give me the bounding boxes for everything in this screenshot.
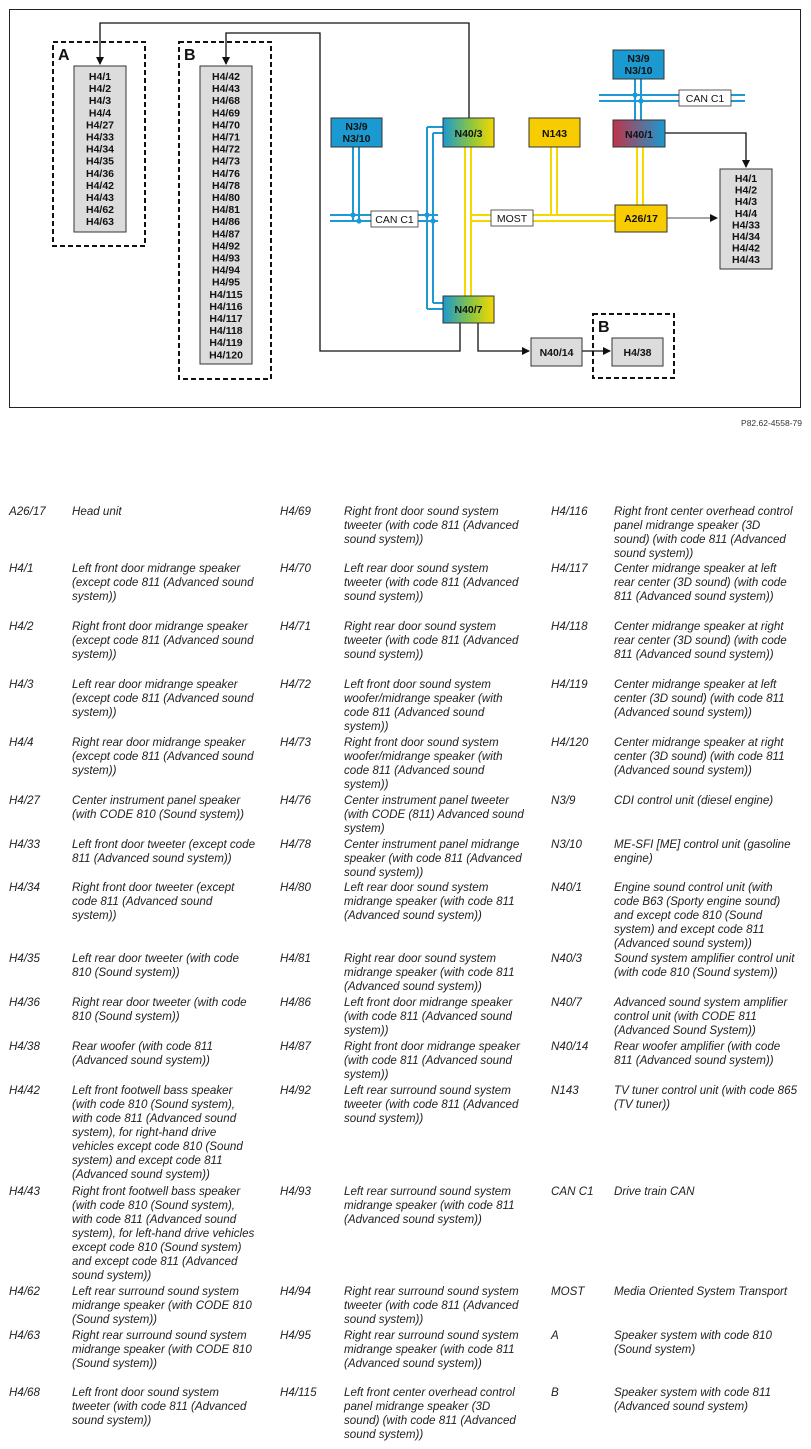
speaker-code: H4/3 bbox=[88, 95, 112, 108]
legend-code: H4/71 bbox=[280, 620, 311, 633]
speaker-code: H4/95 bbox=[211, 276, 241, 289]
legend-code: N143 bbox=[551, 1084, 579, 1097]
speaker-code: H4/35 bbox=[85, 155, 115, 168]
legend-code: H4/36 bbox=[9, 996, 40, 1009]
legend-code: A bbox=[551, 1329, 559, 1342]
legend-code: H4/81 bbox=[280, 952, 311, 965]
speaker-code: H4/93 bbox=[211, 252, 241, 265]
speaker-code: H4/34 bbox=[731, 231, 761, 243]
legend-code: H4/70 bbox=[280, 562, 311, 575]
legend-code: H4/92 bbox=[280, 1084, 311, 1097]
speaker-code: H4/87 bbox=[211, 228, 241, 241]
legend-code: H4/38 bbox=[9, 1040, 40, 1053]
legend-code: N3/9 bbox=[551, 794, 576, 807]
legend-code: CAN C1 bbox=[551, 1185, 594, 1198]
legend-code: H4/95 bbox=[280, 1329, 311, 1342]
legend-description: Left rear surround sound system midrange speaker (with code 811 (Advanced sound system)) bbox=[344, 1185, 515, 1226]
legend-description: Engine sound control unit (with code B63 (Sporty engine sound) and except code 810 (Sound system) and except code 811 (Advanced sound system)) bbox=[614, 881, 781, 950]
speaker-code: H4/4 bbox=[734, 207, 758, 220]
group-a-label: A bbox=[58, 47, 70, 64]
reference-number: P82.62-4558-79 bbox=[741, 418, 802, 428]
legend-description: Right front footwell bass speaker (with code 810 (Sound system), with code 811 (Advanced sound system), for left-hand drive vehicles except code 810 (Sound system) and except code 811 (Advanced sound system)) bbox=[72, 1185, 255, 1282]
legend-code: H4/87 bbox=[280, 1040, 311, 1053]
most-label: MOST bbox=[496, 213, 528, 225]
legend-code: H4/115 bbox=[280, 1386, 317, 1399]
legend-code: H4/27 bbox=[9, 794, 40, 807]
speaker-code: H4/42 bbox=[731, 242, 761, 255]
legend-code: H4/117 bbox=[551, 562, 588, 575]
legend-code: H4/33 bbox=[9, 838, 40, 851]
legend-description: Left front center overhead control panel midrange speaker (3D sound) (with code 811 (Advanced sound system)) bbox=[344, 1386, 516, 1441]
legend-description: Right front door sound system woofer/midrange speaker (with code 811 (Advanced sound system)) bbox=[344, 736, 503, 791]
n40-3-label: N40/3 bbox=[454, 128, 483, 140]
speaker-code: H4/120 bbox=[209, 349, 243, 362]
legend-code: H4/86 bbox=[280, 996, 311, 1009]
speaker-code: H4/80 bbox=[211, 192, 241, 204]
legend-description: CDI control unit (diesel engine) bbox=[614, 794, 774, 807]
speaker-code: H4/42 bbox=[211, 71, 241, 83]
n143-label: N143 bbox=[541, 128, 568, 140]
n3-top-label-1: N3/9 bbox=[627, 53, 650, 65]
speaker-code: H4/4 bbox=[88, 107, 112, 120]
n3-left-label-1: N3/9 bbox=[345, 121, 368, 133]
n40-14-label: N40/14 bbox=[539, 347, 574, 359]
legend-description: TV tuner control unit (with code 865 (TV tuner)) bbox=[614, 1084, 798, 1111]
legend-description: Rear woofer amplifier (with code 811 (Advanced sound system)) bbox=[614, 1040, 781, 1067]
legend-code: H4/120 bbox=[551, 736, 589, 749]
legend-code: H4/76 bbox=[280, 794, 311, 807]
legend-code: N40/7 bbox=[551, 996, 582, 1009]
n3-top-label-2: N3/10 bbox=[624, 65, 653, 77]
legend-code: H4/80 bbox=[280, 881, 311, 894]
n40-7-label: N40/7 bbox=[454, 304, 483, 316]
speaker-code: H4/81 bbox=[211, 204, 241, 217]
legend-description: ME-SFI [ME] control unit (gasoline engine) bbox=[614, 838, 791, 865]
speaker-code: H4/71 bbox=[211, 131, 241, 144]
legend-description: Left front footwell bass speaker (with code 810 (Sound system), with code 811 (Advanced sound system), for right-hand drive vehicles except code 810 (Sound system) and except code 811 (Advanced sound system)) bbox=[72, 1084, 243, 1181]
speaker-code: H4/1 bbox=[734, 173, 758, 185]
legend-code: H4/62 bbox=[9, 1285, 40, 1298]
legend-description: Left rear door midrange speaker (except code 811 (Advanced sound system)) bbox=[72, 678, 254, 719]
legend-description: Left front door tweeter (except code 811 (Advanced sound system)) bbox=[72, 838, 256, 865]
speaker-code: H4/78 bbox=[211, 179, 241, 192]
legend-description: Right rear surround sound system tweeter (with code 811 (Advanced sound system)) bbox=[344, 1285, 519, 1326]
speaker-code: H4/33 bbox=[85, 131, 115, 144]
legend-description: Speaker system with code 811 (Advanced sound system) bbox=[614, 1386, 772, 1413]
speaker-code: H4/68 bbox=[211, 95, 241, 108]
legend-description: Left rear surround sound system tweeter (with code 811 (Advanced sound system)) bbox=[344, 1084, 519, 1125]
legend-description: Left rear door sound system tweeter (with code 811 (Advanced sound system)) bbox=[344, 562, 519, 603]
legend-code: H4/43 bbox=[9, 1185, 40, 1198]
a26-17-label: A26/17 bbox=[624, 213, 658, 225]
speaker-code: H4/115 bbox=[209, 288, 243, 301]
speaker-code: H4/69 bbox=[211, 107, 241, 120]
legend-description: Sound system amplifier control unit (with code 810 (Sound system)) bbox=[614, 952, 795, 979]
speaker-code: H4/62 bbox=[85, 204, 115, 217]
legend-description: Right front center overhead control panel midrange speaker (3D sound) (with code 811 (Advanced sound system)) bbox=[614, 505, 793, 560]
speaker-code: H4/2 bbox=[88, 83, 112, 96]
legend-code: H4/34 bbox=[9, 881, 40, 894]
legend-description: Left front door midrange speaker (with code 811 (Advanced sound system)) bbox=[344, 996, 513, 1037]
legend-code: H4/93 bbox=[280, 1185, 311, 1198]
legend-description: Right front door tweeter (except code 811 (Advanced sound system)) bbox=[72, 881, 235, 922]
legend-description: Head unit bbox=[72, 505, 122, 518]
speaker-code: H4/34 bbox=[85, 143, 115, 156]
legend-description: Right front door midrange speaker (with code 811 (Advanced sound system)) bbox=[344, 1040, 520, 1081]
legend-code: MOST bbox=[551, 1285, 585, 1298]
group-b-label: B bbox=[184, 47, 196, 64]
speaker-code: H4/63 bbox=[85, 216, 115, 229]
speaker-code: H4/118 bbox=[209, 325, 243, 338]
speaker-code: H4/43 bbox=[731, 254, 761, 267]
legend-description: Left rear surround sound system midrange speaker (with CODE 810 (Sound system)) bbox=[72, 1285, 252, 1326]
can-left-label: CAN C1 bbox=[375, 214, 414, 226]
legend-code: H4/94 bbox=[280, 1285, 311, 1298]
legend-description: Left front door sound system tweeter (with code 811 (Advanced sound system)) bbox=[72, 1386, 247, 1427]
legend-code: H4/4 bbox=[9, 736, 34, 749]
legend-description: Center instrument panel tweeter (with CODE (811) Advanced sound system) bbox=[344, 794, 524, 835]
legend-code: H4/1 bbox=[9, 562, 34, 575]
legend-description: Center instrument panel midrange speaker (with code 811 (Advanced sound system)) bbox=[344, 838, 522, 879]
legend-description: Right rear door sound system midrange speaker (with code 811 (Advanced sound system)) bbox=[344, 952, 515, 993]
legend-code: H4/35 bbox=[9, 952, 40, 965]
legend-code: B bbox=[551, 1386, 559, 1399]
legend-description: Right rear door sound system tweeter (with code 811 (Advanced sound system)) bbox=[344, 620, 519, 661]
legend-description: Right rear door midrange speaker (except code 811 (Advanced sound system)) bbox=[72, 736, 254, 777]
legend-code: H4/63 bbox=[9, 1329, 40, 1342]
legend-description: Right rear surround sound system midrange speaker (with code 811 (Advanced sound system)) bbox=[344, 1329, 519, 1370]
legend-code: N40/14 bbox=[551, 1040, 589, 1053]
legend-description: Rear woofer (with code 811 (Advanced sound system)) bbox=[72, 1040, 213, 1067]
h4-38-label: H4/38 bbox=[623, 347, 652, 359]
legend-description: Center instrument panel speaker (with CODE 810 (Sound system)) bbox=[72, 794, 245, 821]
speaker-code: H4/73 bbox=[211, 155, 241, 168]
legend-description: Right front door midrange speaker (except code 811 (Advanced sound system)) bbox=[72, 620, 254, 661]
legend-description: Left front door sound system woofer/midrange speaker (with code 811 (Advanced sound system)) bbox=[344, 678, 503, 733]
n40-1-label: N40/1 bbox=[624, 129, 654, 141]
legend-description: Drive train CAN bbox=[614, 1185, 695, 1198]
legend-description: Left rear door tweeter (with code 810 (Sound system)) bbox=[72, 952, 239, 979]
legend-description: Right rear door tweeter (with code 810 (Sound system)) bbox=[72, 996, 247, 1023]
legend-code: H4/68 bbox=[9, 1386, 40, 1399]
legend-description: Media Oriented System Transport bbox=[614, 1285, 788, 1298]
legend-description: Center midrange speaker at left center (3D sound) (with code 811 (Advanced sound system)) bbox=[614, 678, 785, 719]
speaker-code: H4/94 bbox=[211, 264, 241, 277]
legend-code: A26/17 bbox=[9, 505, 46, 518]
legend-description: Center midrange speaker at right rear center (3D sound) (with code 811 (Advanced sound system)) bbox=[614, 620, 787, 661]
legend-code: H4/116 bbox=[551, 505, 588, 518]
speaker-code: H4/70 bbox=[211, 119, 241, 132]
legend-code: H4/2 bbox=[9, 620, 34, 633]
legend-code: H4/69 bbox=[280, 505, 311, 518]
speaker-code: H4/76 bbox=[211, 167, 241, 180]
legend-code: H4/78 bbox=[280, 838, 311, 851]
speaker-code: H4/36 bbox=[85, 167, 115, 180]
legend-description: Center midrange speaker at left rear center (3D sound) (with code 811 (Advanced sound system)) bbox=[614, 562, 787, 603]
speaker-code: H4/116 bbox=[209, 300, 243, 313]
speaker-code: H4/117 bbox=[209, 313, 243, 325]
legend-code: H4/3 bbox=[9, 678, 34, 691]
legend-code: N40/1 bbox=[551, 881, 582, 894]
legend-code: H4/119 bbox=[551, 678, 588, 691]
legend-code: H4/72 bbox=[280, 678, 311, 691]
speaker-code: H4/119 bbox=[209, 337, 243, 350]
legend-code: H4/118 bbox=[551, 620, 588, 633]
speaker-code: H4/42 bbox=[85, 179, 115, 192]
speaker-code: H4/92 bbox=[211, 240, 241, 253]
speaker-code: H4/3 bbox=[734, 196, 758, 209]
legend-description: Right front door sound system tweeter (with code 811 (Advanced sound system)) bbox=[344, 505, 519, 546]
legend-description: Right rear surround sound system midrange speaker (with CODE 810 (Sound system)) bbox=[72, 1329, 252, 1370]
legend-description: Left front door midrange speaker (except code 811 (Advanced sound system)) bbox=[72, 562, 254, 603]
speaker-code: H4/43 bbox=[85, 192, 115, 204]
legend-code: N40/3 bbox=[551, 952, 582, 965]
legend-description: Center midrange speaker at right center (3D sound) (with code 811 (Advanced sound system)) bbox=[614, 736, 785, 777]
group-b2-label: B bbox=[598, 319, 610, 336]
speaker-code: H4/27 bbox=[85, 119, 115, 132]
speaker-code: H4/72 bbox=[211, 143, 241, 156]
legend-description: Left rear door sound system midrange speaker (with code 811 (Advanced sound system)) bbox=[344, 881, 515, 922]
speaker-code: H4/33 bbox=[731, 219, 761, 232]
legend-code: N3/10 bbox=[551, 838, 582, 851]
speaker-code: H4/2 bbox=[734, 184, 758, 197]
speaker-code: H4/43 bbox=[211, 83, 241, 96]
legend-code: H4/73 bbox=[280, 736, 311, 749]
speaker-code: H4/86 bbox=[211, 216, 241, 229]
can-top-label: CAN C1 bbox=[685, 93, 725, 105]
legend-code: H4/42 bbox=[9, 1084, 40, 1097]
legend-description: Advanced sound system amplifier control unit (with CODE 811 (Advanced Sound System)) bbox=[614, 996, 788, 1037]
n3-left-label-2: N3/10 bbox=[342, 133, 371, 145]
speaker-code: H4/1 bbox=[88, 71, 112, 83]
legend-description: Speaker system with code 810 (Sound system) bbox=[614, 1329, 772, 1356]
